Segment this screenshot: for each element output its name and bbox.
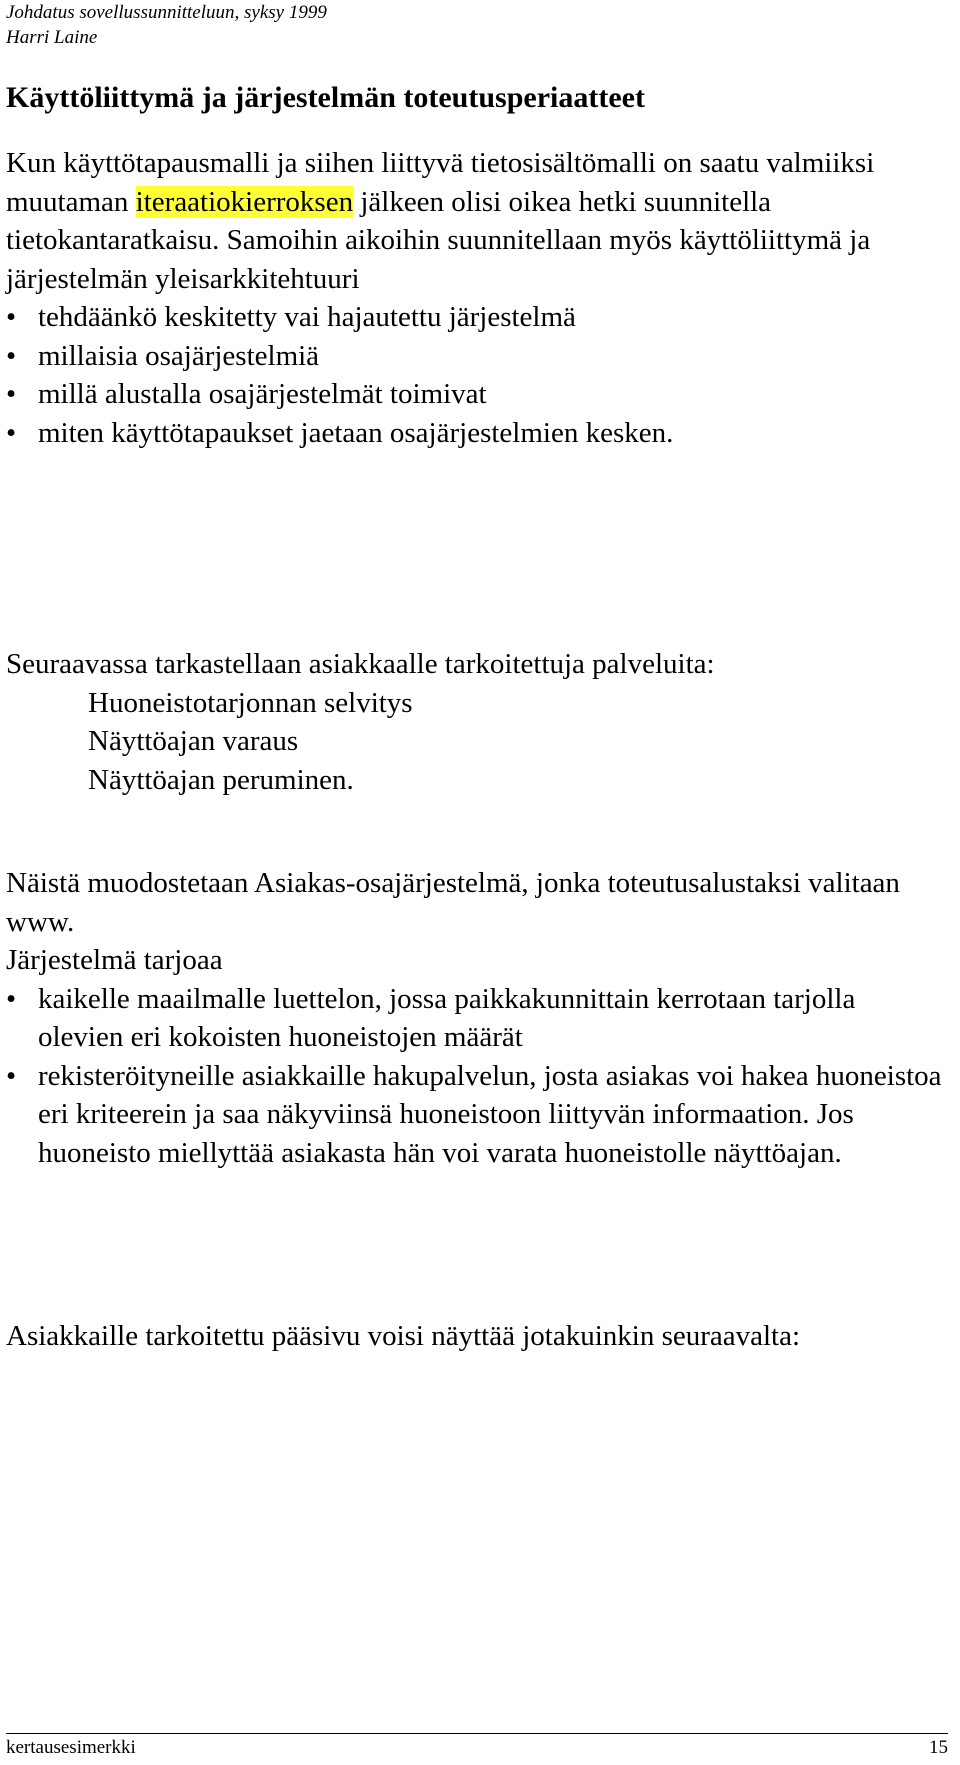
page-header [6, 0, 327, 50]
bullet-icon: • [6, 416, 17, 449]
intro-section [6, 144, 946, 452]
closing-section [6, 1317, 946, 1356]
footer-label: kertausesimerkki [6, 1737, 136, 1758]
page-title: Käyttöliittymä ja järjestelmän toteutusperiaatteet [6, 81, 645, 114]
page-footer [6, 1733, 948, 1760]
bullet-icon: • [6, 982, 17, 1015]
service-item: Näyttöajan varaus [88, 725, 299, 757]
closing-paragraph: Asiakkaille tarkoitettu pääsivu voisi näyttää jotakuinkin seuraavalta: [6, 1320, 801, 1352]
services-list [6, 684, 946, 800]
intro-paragraph [6, 144, 946, 298]
list-item: • miten käyttötapaukset jaetaan osajärjestelmien kesken. [6, 414, 946, 453]
subsystem-text: Näistä muodostetaan Asiakas-osajärjestelmä, jonka toteutusalustaksi valitaan www. [6, 867, 900, 938]
bullet-icon: • [6, 339, 17, 372]
list-item: • millä alustalla osajärjestelmät toimivat [6, 375, 946, 414]
list-item: • rekisteröityneille asiakkaille hakupalvelun, josta asiakas voi hakea huoneistoa eri kriteerein ja saa näkyviinsä huoneistoon liittyvän informaation. Jos huoneisto miellyttää asiakasta hän voi varata huoneistolle näyttöajan. [6, 1057, 946, 1173]
system-offers-lead: Järjestelmä tarjoaa [6, 944, 223, 976]
list-item: • tehdäänkö keskitetty vai hajautettu järjestelmä [6, 298, 946, 337]
list-item: • millaisia osajärjestelmiä [6, 337, 946, 376]
highlighted-term: iteraatiokierroksen [135, 185, 354, 218]
list-item: • kaikelle maailmalle luettelon, jossa paikkakunnittain kerrotaan tarjolla olevien eri kokoisten huoneistojen määrät [6, 980, 946, 1057]
course-name: Johdatus sovellussunnitteluun, syksy 1999 [6, 2, 327, 23]
services-section [6, 645, 946, 799]
subsystem-section [6, 864, 946, 1172]
services-lead: Seuraavassa tarkastellaan asiakkaalle tarkoitettuja palveluita: [6, 648, 715, 680]
service-item: Huoneistotarjonnan selvitys [88, 686, 413, 719]
bullet-icon: • [6, 1059, 17, 1092]
intro-text-start: Kun käyttötapausmalli ja siihen liittyvä tietosisältömalli on saatu valmiiksi muutaman [6, 147, 875, 218]
author-name: Harri Laine [6, 27, 98, 48]
system-offers-list [6, 980, 946, 1173]
service-item: Näyttöajan peruminen. [88, 763, 354, 796]
page-number: 15 [929, 1737, 948, 1758]
bullet-icon: • [6, 378, 17, 410]
bullet-icon: • [6, 301, 17, 333]
architecture-questions-list [6, 298, 946, 452]
intro-text-end: jälkeen olisi oikea hetki suunnitella tietokantaratkaisu. Samoihin aikoihin suunnitellaan myös käyttöliittymä ja järjestelmän yleisarkkitehtuuri [6, 185, 871, 295]
